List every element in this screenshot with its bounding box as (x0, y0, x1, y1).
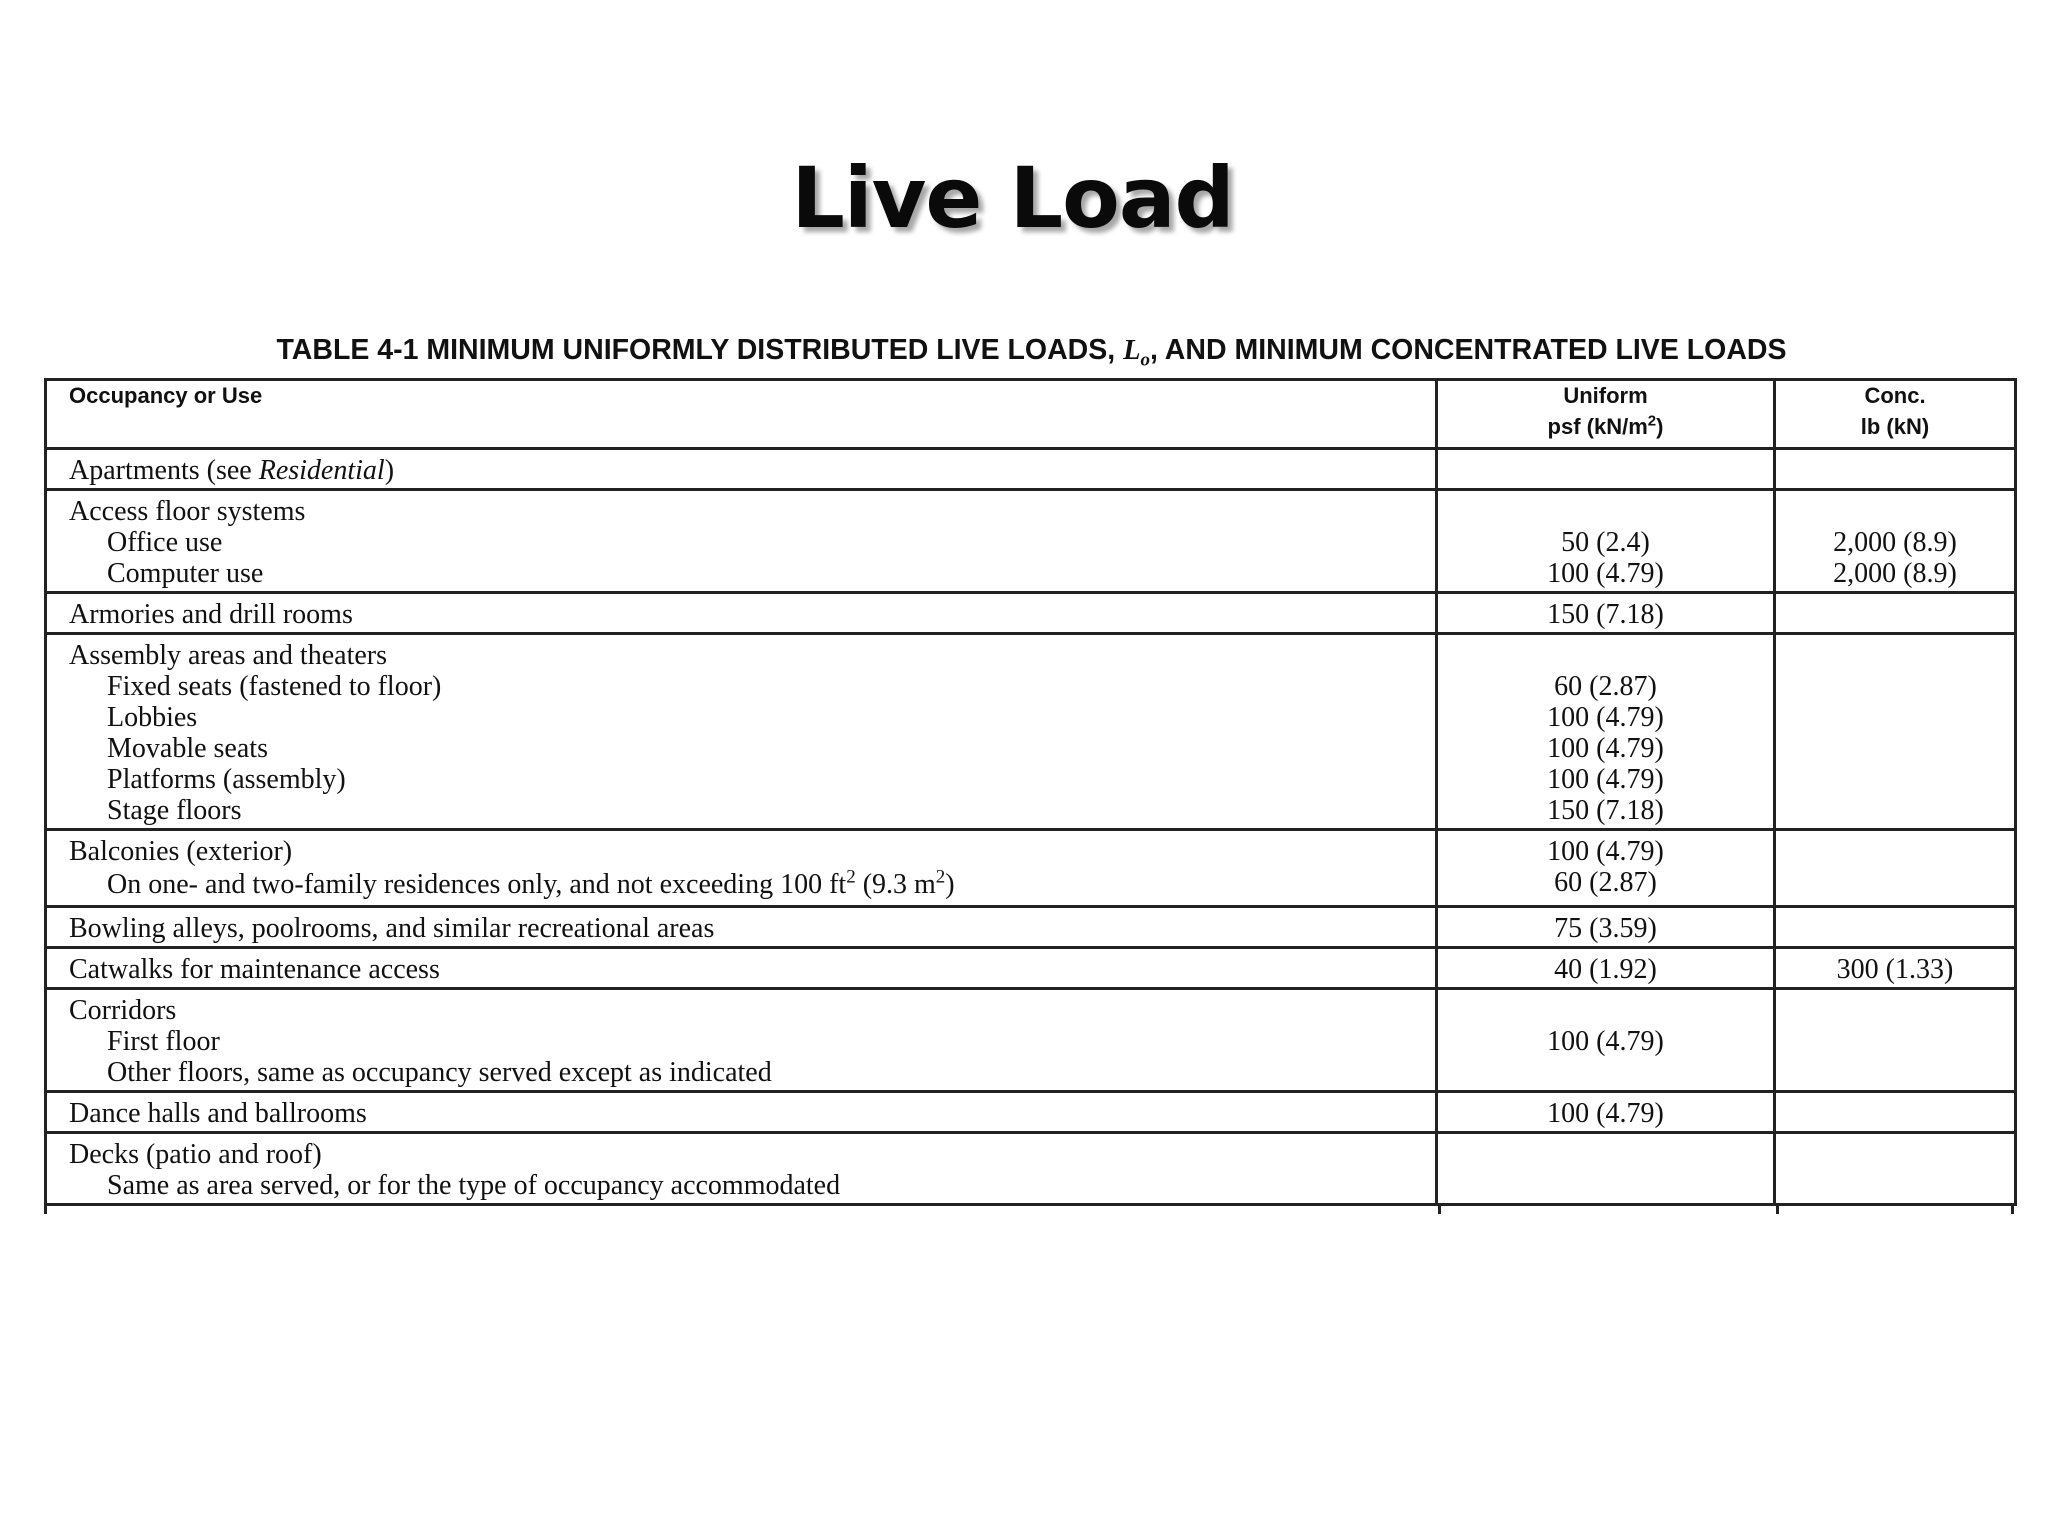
uniform-cell (1437, 449, 1775, 490)
occupancy-cell: Armories and drill rooms (46, 593, 1437, 634)
concentrated-cell: 2,000 (8.9) 2,000 (8.9) (1775, 490, 2016, 593)
concentrated-cell (1775, 907, 2016, 948)
table-row (46, 830, 2016, 907)
table-row (46, 1133, 2016, 1205)
concentrated-cell (1775, 449, 2016, 490)
occupancy-cell: Balconies (exterior) On one- and two-family residences only, and not exceeding 100 $ft^2$ (9.3 $m^2$) (46, 830, 1437, 907)
table-row (46, 989, 2016, 1092)
occupancy-cell: Apartments (see Residential) (46, 449, 1437, 490)
caption-prefix: TABLE 4-1 MINIMUM UNIFORMLY DISTRIBUTED LIVE LOADS, (276, 334, 1124, 366)
uniform-cell: 100 (4.79) (1437, 1092, 1775, 1133)
caption-symbol: $L_o$ (1123, 335, 1151, 371)
concentrated-cell (1775, 593, 2016, 634)
concentrated-cell (1775, 1133, 2016, 1205)
table-row (46, 948, 2016, 989)
live-load-table (44, 378, 2017, 1206)
uniform-cell: 150 (7.18) (1437, 593, 1775, 634)
live-load-table-container (44, 378, 2014, 1206)
concentrated-cell (1775, 989, 2016, 1092)
concentrated-cell: 300 (1.33) (1775, 948, 2016, 989)
stub-rule-right (2011, 1204, 2014, 1214)
uniform-cell: 75 (3.59) (1437, 907, 1775, 948)
occupancy-cell: Access floor systems Office use Computer use (46, 490, 1437, 593)
concentrated-cell (1775, 1092, 2016, 1133)
table-caption (44, 330, 2019, 381)
uniform-cell: 100 (4.79) (1437, 989, 1775, 1092)
header-uniform: Uniform psf $(kN/m^2)$ (1437, 380, 1775, 449)
header-occupancy: Occupancy or Use (46, 380, 1437, 449)
header-concentrated: Conc. lb (kN) (1775, 380, 2016, 449)
occupancy-cell: Assembly areas and theaters Fixed seats (fastened to floor) Lobbies Movable seats Platforms (assembly) Stage floors (46, 634, 1437, 830)
slide-title: Live Load (791, 149, 1234, 247)
table-header-row (46, 380, 2016, 449)
uniform-cell: 40 (1.92) (1437, 948, 1775, 989)
table-row (46, 1092, 2016, 1133)
uniform-cell (1437, 1133, 1775, 1205)
stub-rule-mid1 (1438, 1204, 1441, 1214)
table-continuation-stub (44, 1204, 2014, 1214)
stub-rule-mid2 (1776, 1204, 1779, 1214)
occupancy-cell: Bowling alleys, poolrooms, and similar recreational areas (46, 907, 1437, 948)
caption-suffix: , AND MINIMUM CONCENTRATED LIVE LOADS (1150, 334, 1787, 366)
table-row (46, 490, 2016, 593)
concentrated-cell (1775, 634, 2016, 830)
occupancy-cell: Corridors First floor Other floors, same as occupancy served except as indicated (46, 989, 1437, 1092)
uniform-cell: 60 (2.87) 100 (4.79) 100 (4.79) 100 (4.79) 150 (7.18) (1437, 634, 1775, 830)
concentrated-cell (1775, 830, 2016, 907)
occupancy-cell: Catwalks for maintenance access (46, 948, 1437, 989)
uniform-cell: 100 (4.79) 60 (2.87) (1437, 830, 1775, 907)
occupancy-cell: Decks (patio and roof) Same as area served, or for the type of occupancy accommodated (46, 1133, 1437, 1205)
table-row (46, 449, 2016, 490)
occupancy-cell: Dance halls and ballrooms (46, 1092, 1437, 1133)
table-row (46, 634, 2016, 830)
table-row (46, 593, 2016, 634)
uniform-cell: 50 (2.4) 100 (4.79) (1437, 490, 1775, 593)
stub-rule-left (44, 1204, 47, 1214)
table-row (46, 907, 2016, 948)
